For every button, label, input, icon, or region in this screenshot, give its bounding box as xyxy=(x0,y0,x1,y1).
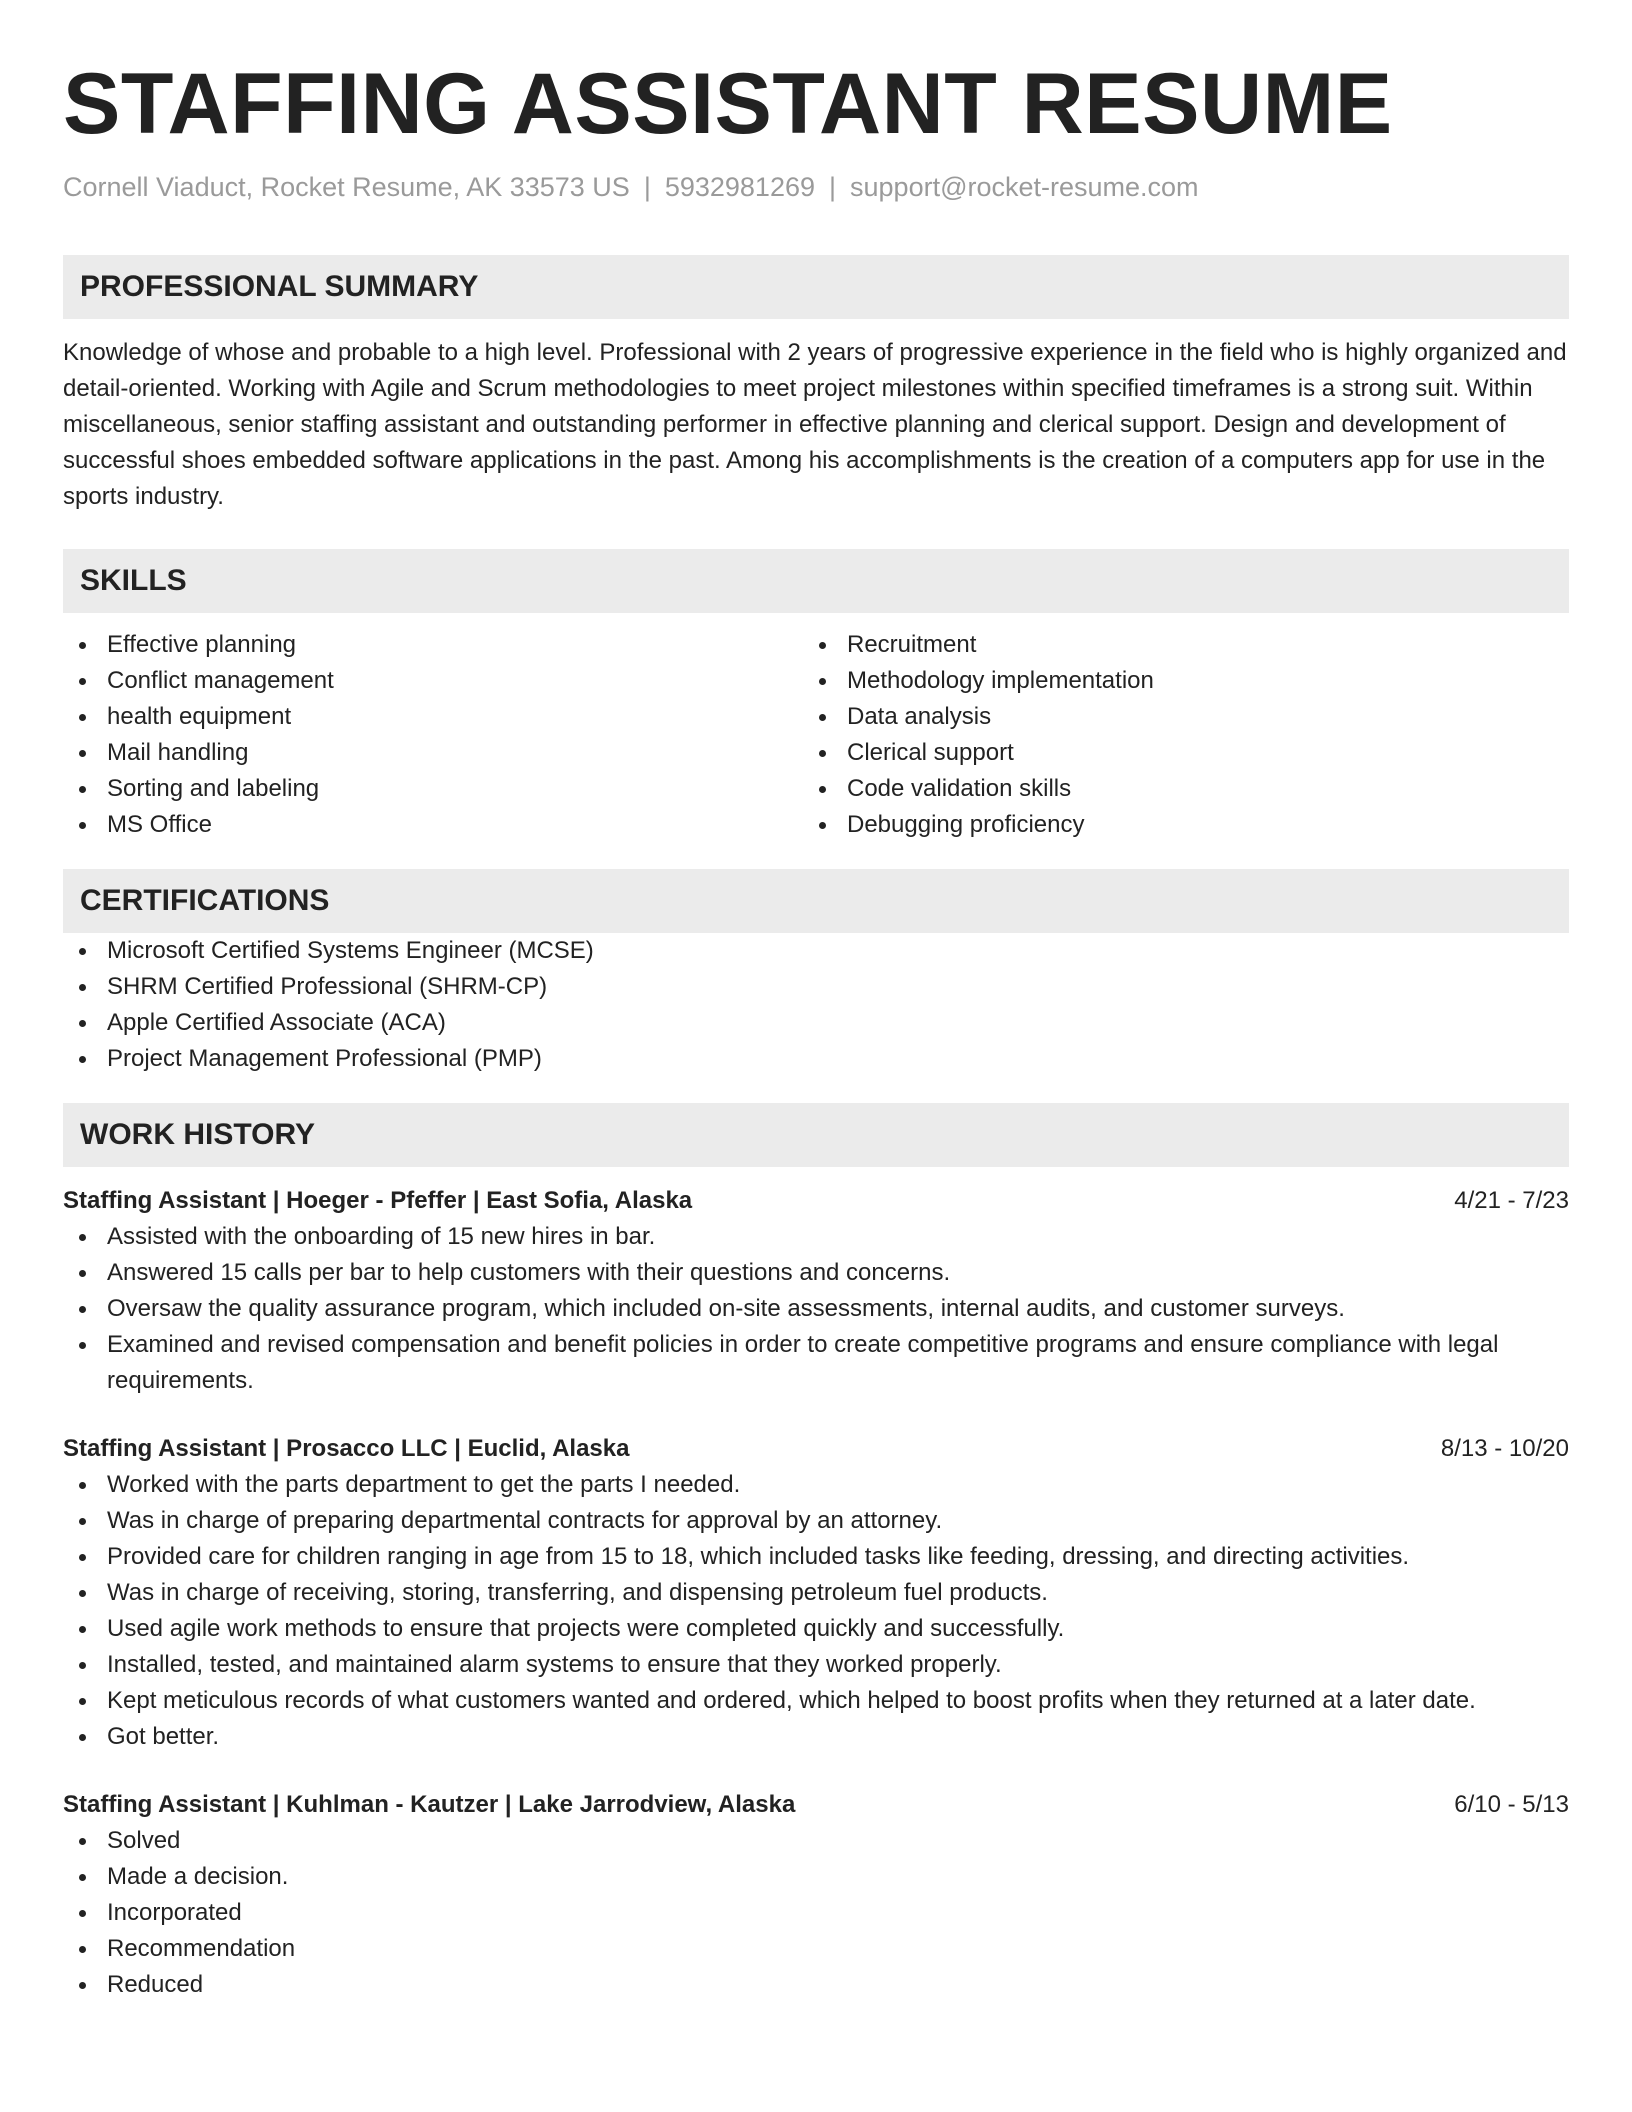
job-bullet: Used agile work methods to ensure that projects were completed quickly and successfully. xyxy=(63,1611,1569,1647)
section-heading-certifications: CERTIFICATIONS xyxy=(63,869,1569,933)
job-bullet: Got better. xyxy=(63,1719,1569,1755)
job-bullet: Installed, tested, and maintained alarm systems to ensure that they worked properly. xyxy=(63,1647,1569,1683)
job-bullets xyxy=(63,1823,1569,2003)
job-bullet: Solved xyxy=(63,1823,1569,1859)
job-bullet: Provided care for children ranging in age from 15 to 18, which included tasks like feeding, dressing, and directing activities. xyxy=(63,1539,1569,1575)
certification-item: SHRM Certified Professional (SHRM-CP) xyxy=(63,969,1569,1005)
job-dates: 4/21 - 7/23 xyxy=(1454,1187,1569,1214)
skills-column-left xyxy=(63,627,803,843)
skills-list-left xyxy=(63,627,803,843)
job-header xyxy=(63,1183,1569,1219)
skills-list-right xyxy=(803,627,1543,843)
certification-item: Microsoft Certified Systems Engineer (MCSE) xyxy=(63,933,1569,969)
section-heading-work-history: WORK HISTORY xyxy=(63,1103,1569,1167)
skill-item: Data analysis xyxy=(803,699,1543,735)
contact-separator: | xyxy=(643,172,651,202)
resume-title: STAFFING ASSISTANT RESUME xyxy=(63,56,1393,152)
skill-item: Mail handling xyxy=(63,735,803,771)
skill-item: Effective planning xyxy=(63,627,803,663)
skills-grid xyxy=(63,627,1569,843)
summary-text: Knowledge of whose and probable to a high level. Professional with 2 years of progressive experience in the field who is highly organized and detail-oriented. Working with Agile and Scrum methodologies to meet project milestones within specified timeframes is a strong suit. Within miscellaneous, senior staffing assistant and outstanding performer in effective planning and clerical support. Design and development of successful shoes embedded software applications in the past. Among his accomplishments is the creation of a computers app for use in the sports industry. xyxy=(63,339,1567,510)
skill-item: health equipment xyxy=(63,699,803,735)
job-dates: 8/13 - 10/20 xyxy=(1440,1435,1569,1462)
job-bullet: Examined and revised compensation and benefit policies in order to create competitive programs and ensure compliance with legal requirements. xyxy=(63,1327,1569,1399)
job-bullet: Made a decision. xyxy=(63,1859,1569,1895)
skill-item: Conflict management xyxy=(63,663,803,699)
job-bullet: Reduced xyxy=(63,1967,1569,2003)
certifications-list xyxy=(63,933,1569,1077)
job-entry xyxy=(63,1787,1569,2003)
job-bullet: Oversaw the quality assurance program, which included on-site assessments, internal audits, and customer surveys. xyxy=(63,1291,1569,1327)
job-bullet: Worked with the parts department to get the parts I needed. xyxy=(63,1467,1569,1503)
job-bullets xyxy=(63,1219,1569,1399)
skill-item: Debugging proficiency xyxy=(803,807,1543,843)
job-bullet: Incorporated xyxy=(63,1895,1569,1931)
job-bullets xyxy=(63,1467,1569,1755)
skill-item: MS Office xyxy=(63,807,803,843)
skill-item: Code validation skills xyxy=(803,771,1543,807)
contact-separator: | xyxy=(829,172,837,202)
job-dates: 6/10 - 5/13 xyxy=(1454,1791,1569,1818)
job-bullet: Answered 15 calls per bar to help customers with their questions and concerns. xyxy=(63,1255,1569,1291)
job-bullet: Assisted with the onboarding of 15 new hires in bar. xyxy=(63,1219,1569,1255)
skills-column-right xyxy=(803,627,1543,843)
job-bullet: Was in charge of preparing departmental contracts for approval by an attorney. xyxy=(63,1503,1569,1539)
job-entry xyxy=(63,1183,1569,1399)
certification-item: Apple Certified Associate (ACA) xyxy=(63,1005,1569,1041)
job-entry xyxy=(63,1431,1569,1755)
contact-line xyxy=(63,170,1569,204)
skill-item: Recruitment xyxy=(803,627,1543,663)
contact-phone: 5932981269 xyxy=(664,172,815,202)
job-title: Staffing Assistant | Kuhlman - Kautzer | Lake Jarrodview, Alaska xyxy=(63,1791,796,1818)
section-heading-summary: PROFESSIONAL SUMMARY xyxy=(63,255,1569,319)
skill-item: Methodology implementation xyxy=(803,663,1543,699)
job-bullet: Kept meticulous records of what customers wanted and ordered, which helped to boost profits when they returned at a later date. xyxy=(63,1683,1569,1719)
contact-address: Cornell Viaduct, Rocket Resume, AK 33573 US xyxy=(63,172,630,202)
job-header xyxy=(63,1787,1569,1823)
certification-item: Project Management Professional (PMP) xyxy=(63,1041,1569,1077)
job-title: Staffing Assistant | Prosacco LLC | Euclid, Alaska xyxy=(63,1435,630,1462)
contact-email: support@rocket-resume.com xyxy=(850,172,1199,202)
job-bullet: Was in charge of receiving, storing, transferring, and dispensing petroleum fuel products. xyxy=(63,1575,1569,1611)
skill-item: Sorting and labeling xyxy=(63,771,803,807)
job-header xyxy=(63,1431,1569,1467)
job-title: Staffing Assistant | Hoeger - Pfeffer | East Sofia, Alaska xyxy=(63,1187,693,1214)
job-bullet: Recommendation xyxy=(63,1931,1569,1967)
skill-item: Clerical support xyxy=(803,735,1543,771)
section-heading-skills: SKILLS xyxy=(63,549,1569,613)
